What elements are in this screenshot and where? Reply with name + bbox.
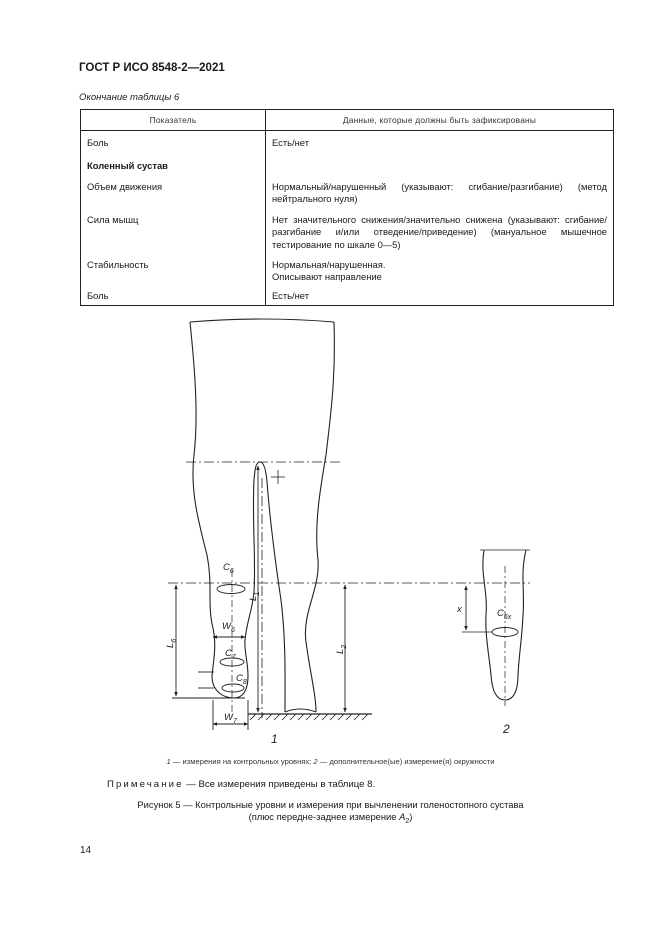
column-header-indicator: Показатель xyxy=(81,110,266,131)
svg-text:L1 xyxy=(248,592,261,601)
data-cell: Нормальный/нарушенный (указывают: сгибание/разгибание) (метод нейтрального нуля) xyxy=(266,177,614,211)
svg-text:C6x xyxy=(497,608,512,621)
label-l2: L xyxy=(335,648,346,654)
data-cell: Есть/нет xyxy=(266,288,614,306)
figure-note xyxy=(107,779,375,790)
label-l1: L xyxy=(248,595,259,601)
svg-text:C7 xyxy=(225,648,237,661)
indicator-cell: Боль xyxy=(81,288,266,306)
view-2-labels xyxy=(456,604,512,621)
label-c6x: C xyxy=(497,608,504,619)
label-c7: C xyxy=(225,648,232,659)
caption-line-1: Рисунок 5 — Контрольные уровни и измерения при вычленении голеностопного сустава xyxy=(137,799,524,810)
label-x: x xyxy=(457,604,462,615)
data-cell: Нет значительного снижения/значительно снижена (указывают: сгибание/разгибание и/или отведение/приведение) (мануальное мышечное тестирование по шкале 0—5) xyxy=(266,211,614,256)
legend-text-1: — измерения на контрольных уровнях; xyxy=(170,757,314,766)
label-c8-sub: 8 xyxy=(242,679,247,686)
view-1-number: 1 xyxy=(271,732,278,746)
label-c6-sub: 6 xyxy=(229,568,234,575)
indicator-cell: Стабильность xyxy=(81,256,266,288)
data-line: Описывают направление xyxy=(272,271,382,283)
view-2-number: 2 xyxy=(503,722,510,736)
indicator-cell: Сила мышц xyxy=(81,211,266,256)
label-w7-sub: 7 xyxy=(232,718,237,725)
column-header-data: Данные, которые должны быть зафиксированы xyxy=(266,110,614,131)
page-number: 14 xyxy=(80,845,92,856)
label-l6-sub: 6 xyxy=(171,638,178,643)
label-c6: C xyxy=(223,562,230,573)
note-text: — Все измерения приведены в таблице 8. xyxy=(183,779,376,790)
figure-caption xyxy=(0,799,661,829)
label-c7-sub: 7 xyxy=(231,654,236,661)
label-w6-sub: 6 xyxy=(230,627,235,634)
section-title-cell: Коленный сустав xyxy=(81,156,266,177)
label-c6x-sub: 6x xyxy=(503,614,512,621)
label-l6: L xyxy=(165,642,176,648)
data-line: Нормальная/нарушенная. xyxy=(272,258,386,270)
indicator-cell: Боль xyxy=(81,131,266,156)
legend-number-1: 1 xyxy=(166,757,171,766)
residual-limb-view-2 xyxy=(462,550,530,706)
note-prefix: Примечание xyxy=(107,779,184,790)
svg-text:W7 xyxy=(224,712,238,725)
data-cell: Есть/нет xyxy=(266,131,614,156)
svg-text:L2 xyxy=(335,645,348,654)
table-caption: Окончание таблицы 6 xyxy=(79,92,180,103)
ground-hatching xyxy=(250,714,368,720)
label-l1-sub: 1 xyxy=(254,591,261,596)
document-header: ГОСТ Р ИСО 8548-2—2021 xyxy=(79,62,225,74)
legend-text-2: — дополнительное(ые) измерение(я) окружности xyxy=(317,757,495,766)
svg-text:W6 xyxy=(222,621,235,634)
label-w7: W xyxy=(224,712,233,723)
svg-text:C6 xyxy=(223,562,234,575)
indicator-cell: Объем движения xyxy=(81,177,266,211)
caption-line-2: (плюс передне-заднее измерение $A_2$) xyxy=(248,811,413,826)
label-l2-sub: 2 xyxy=(341,644,348,649)
reference-lines xyxy=(168,462,530,718)
label-w6: W xyxy=(222,621,231,632)
legend-number-2: 2 xyxy=(313,757,318,766)
label-c8: C xyxy=(236,673,243,684)
figure-legend xyxy=(0,757,661,766)
measurement-labels xyxy=(165,562,348,725)
